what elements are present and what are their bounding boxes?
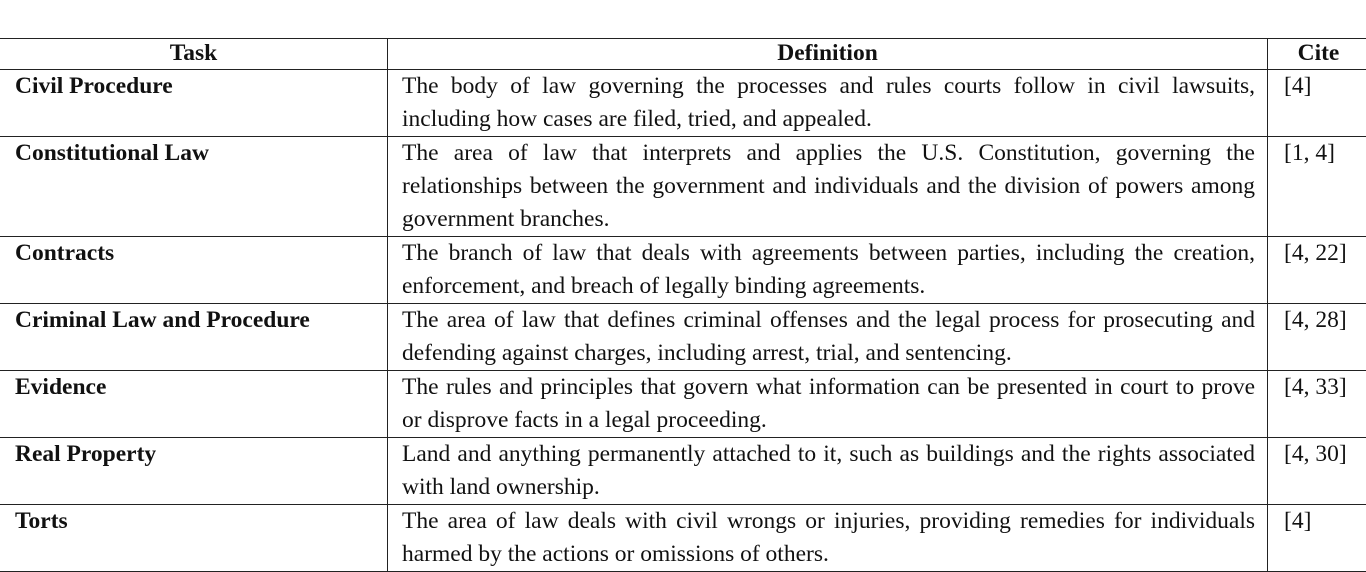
table-row [0,371,1366,438]
task-definition: The branch of law that deals with agreements between parties, including the creation, enforcement, and breach of legally binding agreements. [388,237,1268,304]
table-body [0,70,1366,572]
table-row [0,237,1366,304]
task-citation: [4, 28] [1268,304,1366,371]
task-citation: [4, 22] [1268,237,1366,304]
table-row [0,438,1366,505]
task-citation: [1, 4] [1268,137,1366,237]
task-definition: The area of law that interprets and applies the U.S. Constitution, governing the relationships between the government and individuals and the division of powers among government branches. [388,137,1268,237]
table-row [0,304,1366,371]
header-row [0,39,1366,70]
task-definition: The body of law governing the processes and rules courts follow in civil lawsuits, including how cases are filed, tried, and appealed. [388,70,1268,137]
task-name: Real Property [0,438,388,505]
task-citation: [4] [1268,505,1366,572]
table-header [0,39,1366,70]
task-name: Contracts [0,237,388,304]
task-definition: Land and anything permanently attached to it, such as buildings and the rights associated with land ownership. [388,438,1268,505]
header-definition: Definition [388,39,1268,70]
legal-tasks-table [0,38,1366,572]
table-row [0,70,1366,137]
table-row [0,505,1366,572]
task-citation: [4] [1268,70,1366,137]
task-name: Torts [0,505,388,572]
task-citation: [4, 33] [1268,371,1366,438]
task-definition: The area of law that defines criminal offenses and the legal process for prosecuting and defending against charges, including arrest, trial, and sentencing. [388,304,1268,371]
table-row [0,137,1366,237]
task-definition: The area of law deals with civil wrongs or injuries, providing remedies for individuals harmed by the actions or omissions of others. [388,505,1268,572]
task-name: Civil Procedure [0,70,388,137]
task-citation: [4, 30] [1268,438,1366,505]
task-name: Constitutional Law [0,137,388,237]
task-name: Evidence [0,371,388,438]
task-definition: The rules and principles that govern what information can be presented in court to prove or disprove facts in a legal proceeding. [388,371,1268,438]
header-cite: Cite [1268,39,1366,70]
task-name: Criminal Law and Procedure [0,304,388,371]
header-task: Task [0,39,388,70]
